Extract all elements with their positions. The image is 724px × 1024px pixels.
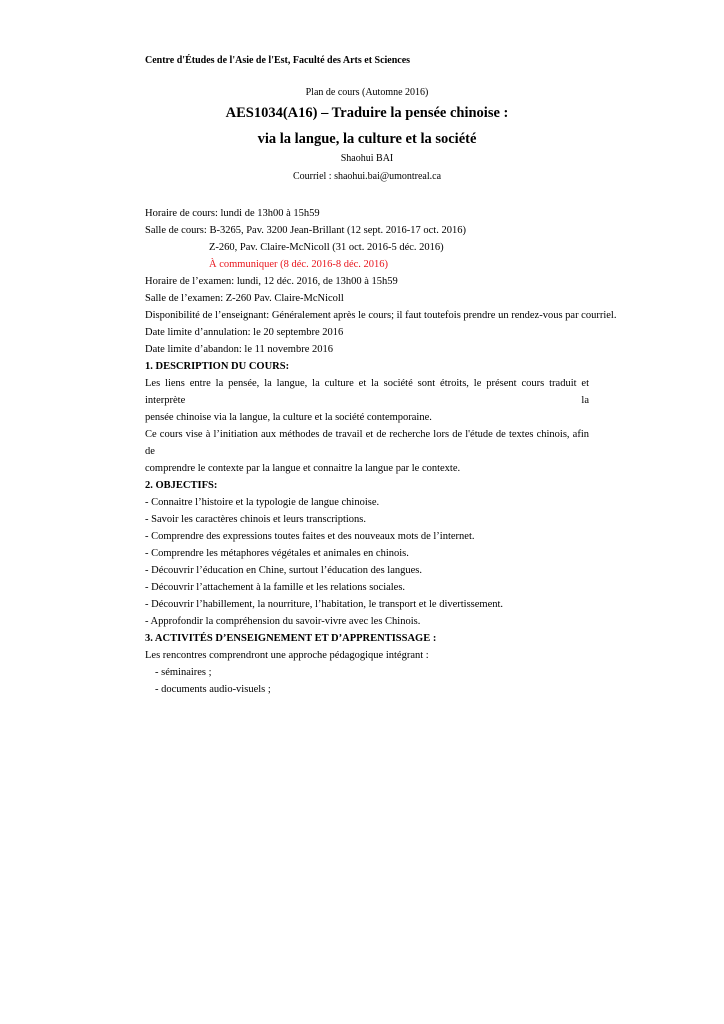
objectives-list <box>145 494 589 630</box>
cancellation-deadline: Date limite d’annulation: le 20 septembre 2016 <box>145 327 344 338</box>
course-schedule: Horaire de cours: lundi de 13h00 à 15h59 <box>145 208 320 219</box>
list-item: - Comprendre les métaphores végétales et animales en chinois. <box>145 548 409 559</box>
paragraph-line: Ce cours vise à l’initiation aux méthodes de travail et de recherche lors de l'étude de textes chinois, afin de <box>145 429 589 457</box>
withdrawal-deadline: Date limite d’abandon: le 11 novembre 2016 <box>145 344 333 355</box>
paragraph-line: Les liens entre la pensée, la langue, la culture et la société sont étroits, le présent cours traduit et interprète la <box>145 378 589 406</box>
list-item: - Savoir les caractères chinois et leurs transcriptions. <box>145 514 367 525</box>
list-item: - Connaitre l’histoire et la typologie de langue chinoise. <box>145 497 380 508</box>
instructor-name: Shaohui BAI <box>340 153 394 164</box>
classroom-2: Z-260, Pav. Claire-McNicoll (31 oct. 2016-5 déc. 2016) <box>209 242 444 253</box>
exam-room: Salle de l’examen: Z-260 Pav. Claire-McNicoll <box>145 293 344 304</box>
list-item: - séminaires ; <box>155 667 212 678</box>
classroom-1: Salle de cours: B-3265, Pav. 3200 Jean-Brillant (12 sept. 2016-17 oct. 2016) <box>145 225 466 236</box>
instructor-availability: Disponibilité de l’enseignant: Généralement après le cours; il faut toutefois prendre un rendez-vous par courriel. <box>145 310 617 321</box>
document-body <box>145 205 617 698</box>
activities-intro: Les rencontres comprendront une approche pédagogique intégrant : <box>145 650 429 661</box>
plan-label: Plan de cours (Automne 2016) <box>305 87 429 98</box>
course-title-line2: via la langue, la culture et la société <box>257 131 477 147</box>
list-item: - Approfondir la compréhension du savoir-vivre avec les Chinois. <box>145 616 421 627</box>
list-item: - Comprendre des expressions toutes faites et des nouveaux mots de l’internet. <box>145 531 475 542</box>
activities-list <box>145 664 589 698</box>
list-item: - Découvrir l’attachement à la famille et les relations sociales. <box>145 582 406 593</box>
section-heading-activities: 3. ACTIVITÉS D’ENSEIGNEMENT ET D’APPRENTISSAGE : <box>145 633 437 644</box>
description-paragraph-2 <box>145 426 589 477</box>
list-item: - Découvrir l’éducation en Chine, surtout l’éducation des langues. <box>145 565 422 576</box>
list-item: - Découvrir l’habillement, la nourriture, l’habitation, le transport et le divertissement. <box>145 599 504 610</box>
classroom-3: À communiquer (8 déc. 2016-8 déc. 2016) <box>209 259 389 270</box>
paragraph-line: pensée chinoise via la langue, la culture et la société contemporaine. <box>145 412 432 423</box>
description-paragraph-1 <box>145 375 589 426</box>
list-item: - documents audio-visuels ; <box>155 684 271 695</box>
section-heading-objectives: 2. OBJECTIFS: <box>145 480 218 491</box>
section-heading-description: 1. DESCRIPTION DU COURS: <box>145 361 290 372</box>
exam-schedule: Horaire de l’examen: lundi, 12 déc. 2016, de 13h00 à 15h59 <box>145 276 398 287</box>
course-title-line1: AES1034(A16) – Traduire la pensée chinoise : <box>225 105 509 121</box>
instructor-email: Courriel : shaohui.bai@umontreal.ca <box>292 171 442 182</box>
paragraph-line: comprendre le contexte par la langue et connaitre la langue par le contexte. <box>145 463 461 474</box>
institution-name: Centre d'Études de l'Asie de l'Est, Faculté des Arts et Sciences <box>145 55 411 66</box>
